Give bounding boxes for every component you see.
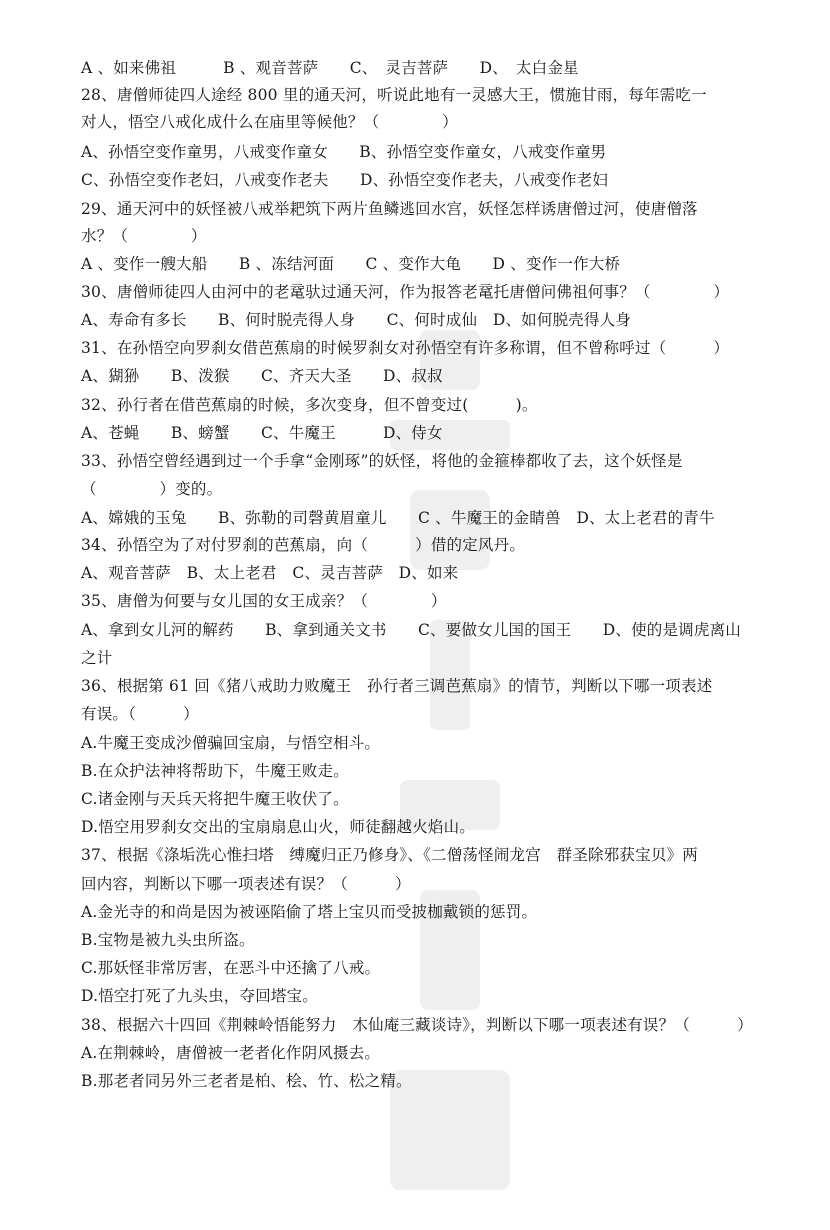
q29-stem-line2: 水？（ ） [81,227,207,245]
q32-options: A、苍蝇 B、螃蟹 C、牛魔王 D、侍女 [81,424,443,442]
q33-options: A、嫦娥的玉兔 B、弥勒的司磬黄眉童儿 C 、牛魔王的金睛兽 D、太上老君的青牛 [81,509,715,527]
q27-options: A 、如来佛祖 B 、观音菩萨 C、 灵吉菩萨 D、 太白金星 [81,59,579,77]
q30-stem: 30、唐僧师徒四人由河中的老鼋驮过通天河，作为报答老鼋托唐僧问佛祖何事？（ ） [81,283,730,301]
q30-options: A、寿命有多长 B、何时脱壳得人身 C、何时成仙 D、如何脱壳得人身 [81,311,632,329]
q36-stem-line1: 36、根据第 61 回《猪八戒助力败魔王 孙行者三调芭蕉扇》的情节，判断以下哪一项表述 [81,677,713,695]
q31-stem: 31、在孙悟空向罗刹女借芭蕉扇的时候罗刹女对孙悟空有许多称谓，但不曾称呼过（ ） [81,339,730,357]
q37-option-c: C.那妖怪非常厉害，在恶斗中还擒了八戒。 [81,959,381,977]
q37-stem-line1: 37、根据《涤垢洗心惟扫塔 缚魔归正乃修身》、《二僧荡怪闹龙宫 群圣除邪获宝贝》两 [81,846,698,864]
q37-option-a: A.金光寺的和尚是因为被诬陷偷了塔上宝贝而受披枷戴锁的惩罚。 [81,903,538,921]
q36-option-a: A.牛魔王变成沙僧骗回宝扇，与悟空相斗。 [81,734,381,752]
q38-option-a: A.在荆棘岭，唐僧被一老者化作阴风摄去。 [81,1044,381,1062]
q28-options-cd: C、孙悟空变作老妇，八戒变作老夫 D、孙悟空变作老夫，八戒变作老妇 [81,171,609,189]
q32-stem: 32、孙行者在借芭蕉扇的时候，多次变身，但不曾变过( )。 [81,396,538,414]
q34-options: A、观音菩萨 B、太上老君 C、灵吉菩萨 D、如来 [81,564,459,582]
q38-option-b: B.那老者同另外三老者是柏、桧、竹、松之精。 [81,1072,412,1090]
q29-stem-line1: 29、通天河中的妖怪被八戒举耙筑下两片鱼鳞逃回水宫，妖怪怎样诱唐僧过河，使唐僧落 [81,200,698,218]
q35-options-line1: A、拿到女儿河的解药 B、拿到通关文书 C、要做女儿国的国王 D、使的是调虎离山 [81,621,741,639]
q35-stem: 35、唐僧为何要与女儿国的女王成亲？（ ） [81,592,447,610]
q37-option-b: B.宝物是被九头虫所盗。 [81,931,255,949]
q28-options-ab: A、孙悟空变作童男，八戒变作童女 B、孙悟空变作童女，八戒变作童男 [81,143,607,161]
q36-option-c: C.诸金刚与天兵天将把牛魔王收伏了。 [81,790,349,808]
q33-stem-line1: 33、孙悟空曾经遇到过一个手拿“金刚琢”的妖怪，将他的金箍棒都收了去，这个妖怪是 [81,452,683,470]
q29-options: A 、变作一艘大船 B 、冻结河面 C 、变作大龟 D 、变作一作大桥 [81,255,621,273]
q34-stem: 34、孙悟空为了对付罗刹的芭蕉扇，向（ ）借的定风丹。 [81,536,526,554]
q33-stem-line2: （ ）变的。 [81,480,223,498]
q36-option-b: B.在众护法神将帮助下，牛魔王败走。 [81,762,349,780]
q36-stem-line2: 有误。（ ） [81,705,199,723]
q28-stem-line2: 对人，悟空八戒化成什么在庙里等候他？（ ） [81,113,458,131]
q37-option-d: D.悟空打死了九头虫，夺回塔宝。 [81,987,319,1005]
q35-options-line2: 之计 [81,649,113,667]
q37-stem-line2: 回内容，判断以下哪一项表述有误？（ ） [81,875,411,893]
q28-stem-line1: 28、唐僧师徒四人途经 800 里的通天河，听说此地有一灵感大王，惯施甘雨，每年需吃一 [81,86,707,104]
q38-stem: 38、根据六十四回《荆棘岭悟能努力 木仙庵三藏谈诗》，判断以下哪一项表述有误？（ ） [81,1016,753,1034]
q31-options: A、猢狲 B、泼猴 C、齐天大圣 D、叔叔 [81,367,443,385]
q36-option-d: D.悟空用罗刹女交出的宝扇扇息山火，师徒翻越火焰山。 [81,818,476,836]
